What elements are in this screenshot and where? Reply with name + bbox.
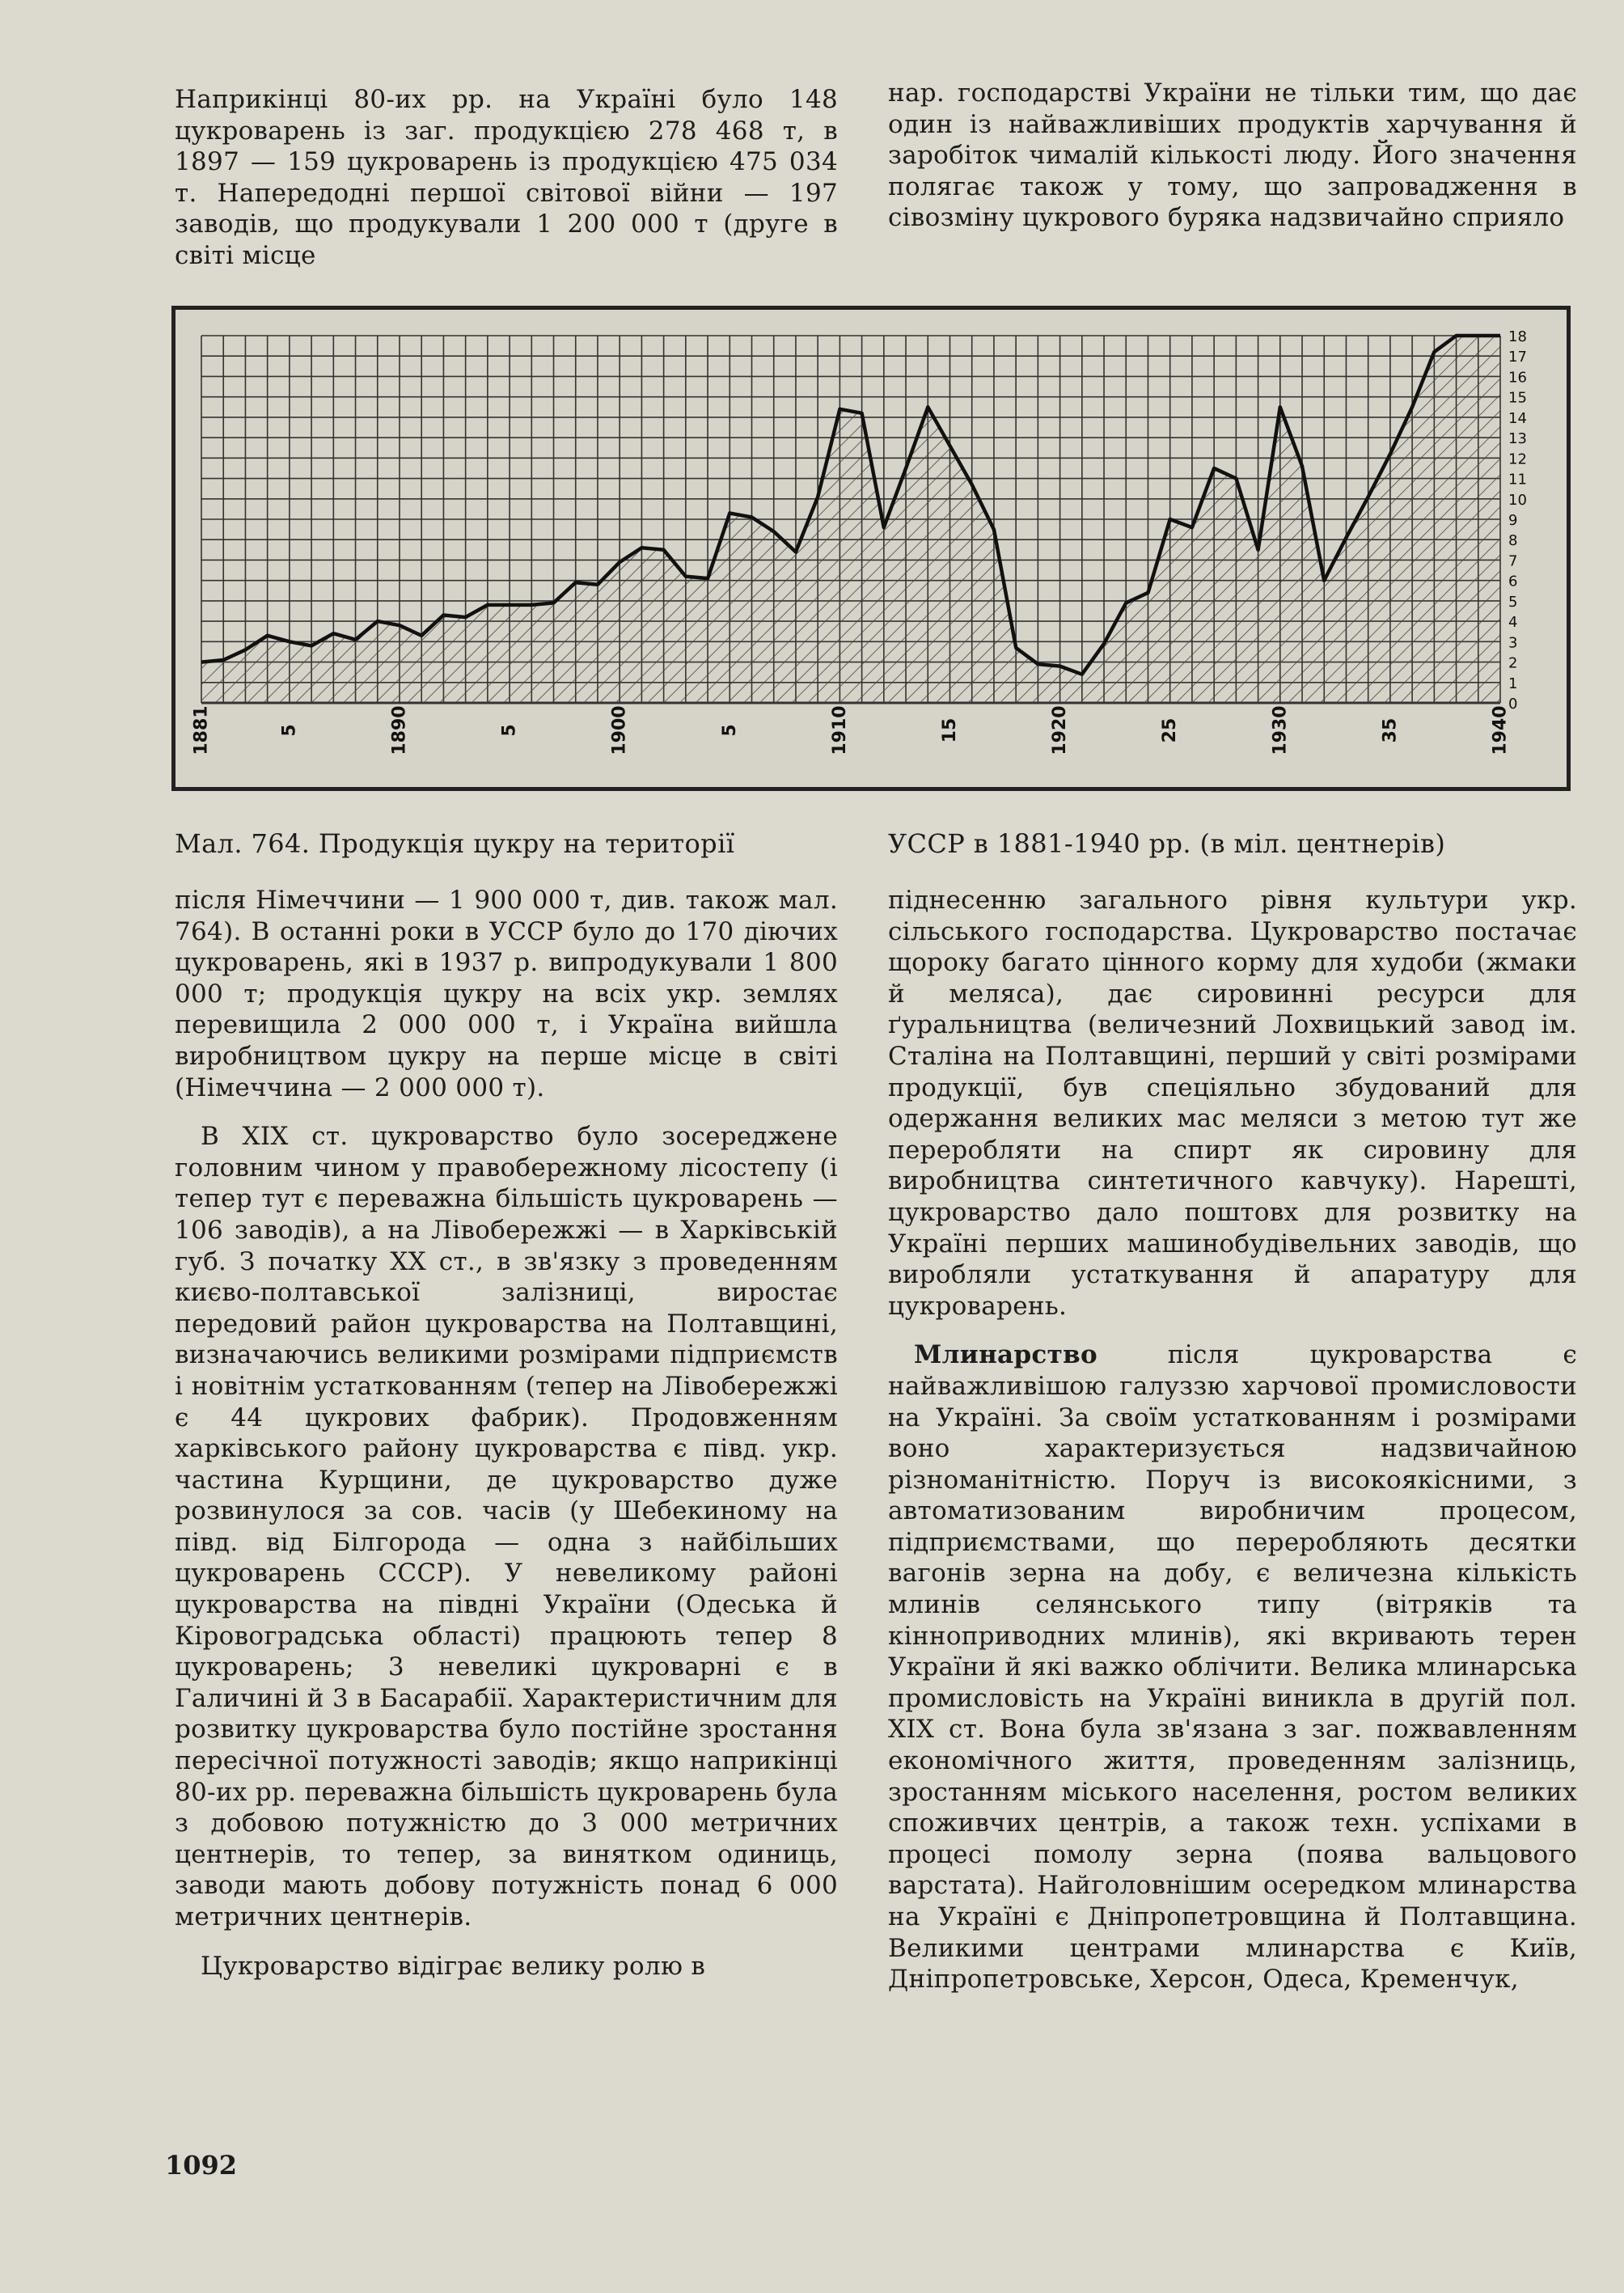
x-tick-label: 1910	[829, 705, 850, 755]
paragraph	[888, 1339, 1577, 1995]
y-tick-label: 1	[1508, 675, 1518, 692]
x-tick-label: 1900	[609, 705, 630, 755]
y-tick-label: 16	[1508, 369, 1527, 387]
x-tick-label: 5	[499, 724, 520, 737]
y-tick-label: 13	[1508, 430, 1527, 448]
paragraph-text: після цукроварства є найважливішою галуззю харчової промисловости на Україні. За своїм устаткованням і розмірами воно характеризується надзвичайною різноманітністю. Поруч із високоякісними, з автоматизованим виробничим процесом, підприємствами, що переробляють десятки вагонів зерна на добу, є величезна кількість млинів селянського типу (вітряків та кінноприводних млинів), які вкривають терен України й які важко облічити. Велика млинарська промисловість на Україні виникла в другій пол. XIX ст. Вона була зв'язана з заг. пожвавленням економічного життя, проведенням залізниць, зростанням міського населення, ростом великих споживчих центрів, а також техн. успіхами в процесі помолу зерна (поява вальцового варстата). Найголовнішим осередком млинарства на Україні є Дніпропетровщина й Полтавщина. Великими центрами млинарства є Київ, Дніпропетровське, Херсон, Одеса, Кременчук,	[888, 1340, 1577, 1995]
x-tick-label: 1920	[1050, 705, 1071, 755]
paragraph: В XIX ст. цукроварство було зосереджене головним чином у правобережному лісостепу (і тепер тут є переважна більшість цукроварень — 106 заводів), а на Лівобережжі — в Харківській губ. З початку XX ст., в зв'язку з проведенням києво-полтавської залізниці, виростає передовий район цукроварства на Полтавщині, визначаючись великими розмірами підприємств і новітнім устаткованням (тепер на Лівобережжі є 44 цукрових фабрик). Продовженням харківського району цукроварства є півд. укр. частина Курщини, де цукроварство дуже розвинулося за сов. часів (у Шебекиному на півд. від Білгорода — одна з найбільших цукроварень СССР). У невеликому районі цукроварства на півдні України (Одеська й Кіровоградська області) працюють тепер 8 цукроварень; 3 невеликі цукроварні є в Галичині й 3 в Басарабії. Характеристичним для розвитку цукроварства було постійне зростання пересічної потужності заводів; якщо наприкінці 80-их рр. переважна більшість цукроварень була з добовою потужністю до 3 000 метричних центнерів, то тепер, за винятком одиниць, заводи мають добову потужність понад 6 000 метричних центнерів.	[175, 1122, 838, 1931]
figure-caption-left: Мал. 764. Продукція цукру на території	[175, 828, 735, 859]
paragraph: Наприкінці 80-их рр. на Україні було 148 цукроварень із заг. продукцією 278 468 т, в 1897 — 159 цукроварень із продукцією 475 034 т. Напередодні першої світової війни — 197 заводів, що продукували 1 200 000 т (друге в світі місце	[175, 85, 838, 270]
y-tick-label: 18	[1508, 328, 1527, 345]
x-tick-label: 15	[939, 717, 960, 743]
x-tick-label: 1940	[1490, 705, 1511, 755]
x-tick-label: 1881	[191, 705, 212, 755]
section-term: Млинарство	[914, 1340, 1097, 1370]
y-tick-label: 10	[1508, 491, 1527, 509]
sugar-production-chart	[171, 306, 1571, 791]
chart-y-labels	[1508, 328, 1527, 713]
x-tick-label: 5	[719, 724, 740, 737]
y-tick-label: 7	[1508, 552, 1518, 570]
x-tick-label: 25	[1160, 717, 1181, 743]
text-column-lower-left	[175, 885, 838, 1982]
chart-x-labels	[192, 705, 1511, 755]
y-tick-label: 6	[1508, 573, 1518, 590]
text-column-top-left	[175, 84, 838, 272]
y-tick-label: 8	[1508, 532, 1518, 550]
y-tick-label: 12	[1508, 451, 1527, 468]
paragraph: піднесенню загального рівня культури укр. сільського господарства. Цукроварство постачає щороку багато цінного корму для худоби (жмаки й меляса), дає сировинні ресурси для ґуральництва (величезний Лохвицький завод ім. Сталіна на Полтавщині, перший у світі розмірами продукції, був спеціяльно збудований для одержання великих мас меляси з метою тут же переробляти на спирт як сировину для виробництва синтетичного кавчуку). Нарешті, цукроварство дало поштовх для розвитку на Україні перших машинобудівельних заводів, що виробляли устаткування й апаратуру для цукроварень.	[888, 886, 1577, 1321]
x-tick-label: 1890	[389, 705, 410, 755]
x-tick-label: 5	[279, 724, 300, 737]
y-tick-label: 0	[1508, 696, 1518, 713]
text-column-top-right	[888, 78, 1577, 234]
x-tick-label: 35	[1380, 717, 1401, 743]
y-tick-label: 5	[1508, 593, 1518, 611]
y-tick-label: 4	[1508, 614, 1518, 632]
y-tick-label: 14	[1508, 409, 1527, 427]
page-number: 1092	[165, 2150, 238, 2181]
paragraph: після Німеччини — 1 900 000 т, див. також мал. 764). В останні роки в УССР було до 170 діючих цукроварень, які в 1937 р. випродукували 1 800 000 т; продукція цукру на всіх укр. землях перевищила 2 000 000 т, і Україна вийшла виробництвом цукру на перше місце в світі (Німеччина — 2 000 000 т).	[175, 886, 838, 1102]
paragraph: нар. господарстві України не тільки тим, що дає один із найважливіших продуктів харчування й заробіток чималій кількості люду. Його значення полягає також у тому, що запровадження в сівозміну цукрового буряка надзвичайно сприяло	[888, 78, 1577, 233]
x-tick-label: 1930	[1270, 705, 1291, 755]
y-tick-label: 11	[1508, 471, 1527, 489]
y-tick-label: 3	[1508, 634, 1518, 652]
y-tick-label: 17	[1508, 349, 1527, 366]
figure-caption-right: УССР в 1881-1940 рр. (в міл. центнерів)	[888, 828, 1446, 859]
text-column-lower-right	[888, 885, 1577, 1995]
paragraph: Цукроварство відіграє велику ролю в	[201, 1951, 706, 1981]
chart-svg	[176, 310, 1567, 787]
y-tick-label: 2	[1508, 654, 1518, 672]
y-tick-label: 9	[1508, 512, 1518, 529]
y-tick-label: 15	[1508, 389, 1527, 407]
